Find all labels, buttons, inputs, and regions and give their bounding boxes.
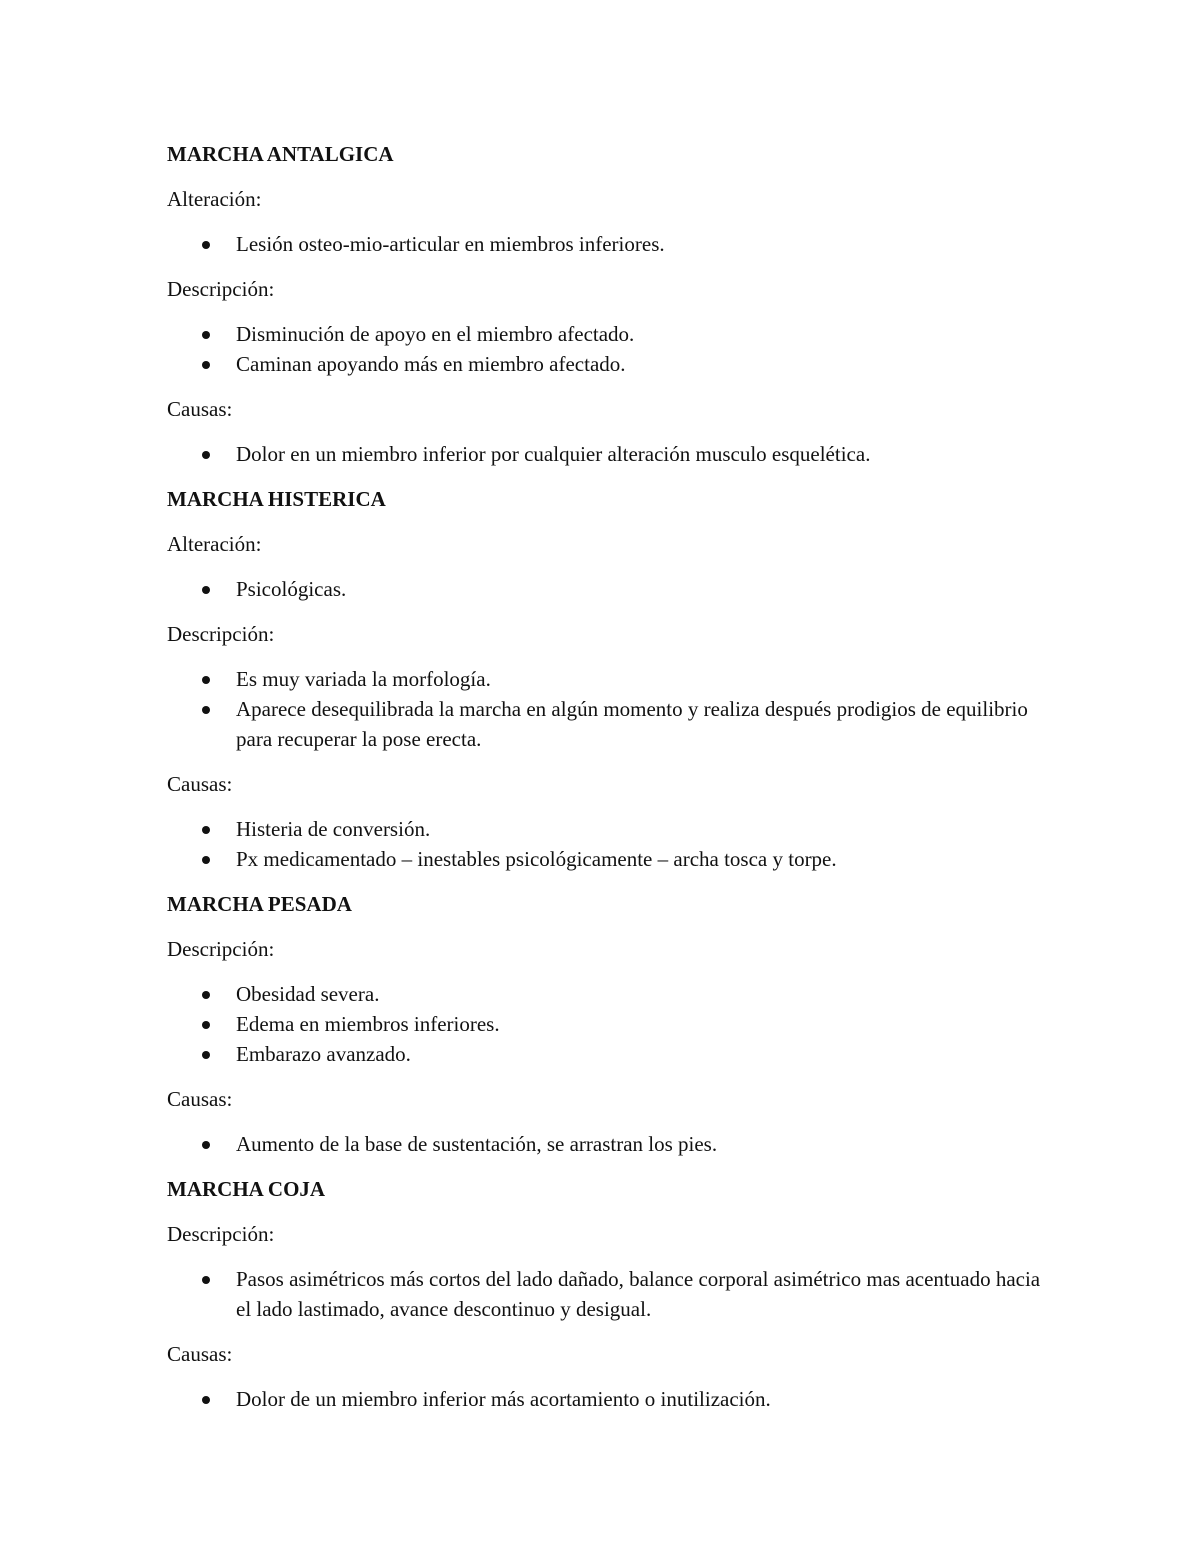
group-label: Causas: [167,772,233,796]
bullet-list [167,664,1047,754]
bullet-icon [202,586,210,594]
group-label: Descripción: [167,937,275,961]
group-label: Causas: [167,1342,233,1366]
list-item: Dolor de un miembro inferior más acortamiento o inutilización. [167,1384,1047,1414]
section-title: MARCHA COJA [167,1177,326,1201]
bullet-icon [202,451,210,459]
bullet-icon [202,331,210,339]
group-label: Descripción: [167,1222,275,1246]
list-item: Aumento de la base de sustentación, se arrastran los pies. [167,1129,1047,1159]
bullet-list [167,229,1047,259]
bullet-icon [202,1276,210,1284]
document-content [167,139,1047,1414]
bullet-list [167,979,1047,1069]
list-item: Px medicamentado – inestables psicológicamente – archa tosca y torpe. [167,844,1047,874]
bullet-icon [202,1051,210,1059]
list-item: Dolor en un miembro inferior por cualquier alteración musculo esquelética. [167,439,1047,469]
list-item: Es muy variada la morfología. [167,664,1047,694]
list-item: Aparece desequilibrada la marcha en algún momento y realiza después prodigios de equilibrio para recuperar la pose erecta. [167,694,1047,754]
list-item: Lesión osteo-mio-articular en miembros inferiores. [167,229,1047,259]
bullet-list [167,814,1047,874]
list-item: Histeria de conversión. [167,814,1047,844]
bullet-icon [202,706,210,714]
section-marcha-pesada [167,889,1047,1159]
bullet-icon [202,856,210,864]
list-item: Pasos asimétricos más cortos del lado dañado, balance corporal asimétrico mas acentuado hacia el lado lastimado, avance descontinuo y desigual. [167,1264,1047,1324]
section-title: MARCHA HISTERICA [167,487,386,511]
section-marcha-histerica [167,484,1047,874]
group-label: Descripción: [167,277,275,301]
list-item: Caminan apoyando más en miembro afectado. [167,349,1047,379]
bullet-icon [202,676,210,684]
bullet-list [167,574,1047,604]
section-title: MARCHA ANTALGICA [167,142,394,166]
list-item: Psicológicas. [167,574,1047,604]
list-item: Edema en miembros inferiores. [167,1009,1047,1039]
bullet-icon [202,1141,210,1149]
bullet-icon [202,826,210,834]
bullet-list [167,1129,1047,1159]
group-label: Alteración: [167,532,262,556]
bullet-list [167,439,1047,469]
bullet-list [167,1264,1047,1324]
list-item: Embarazo avanzado. [167,1039,1047,1069]
bullet-icon [202,1396,210,1404]
bullet-icon [202,241,210,249]
bullet-icon [202,1021,210,1029]
bullet-icon [202,361,210,369]
group-label: Alteración: [167,187,262,211]
section-marcha-coja [167,1174,1047,1414]
group-label: Causas: [167,1087,233,1111]
group-label: Causas: [167,397,233,421]
bullet-list [167,1384,1047,1414]
list-item: Obesidad severa. [167,979,1047,1009]
bullet-list [167,319,1047,379]
section-marcha-antalgica [167,139,1047,469]
bullet-icon [202,991,210,999]
group-label: Descripción: [167,622,275,646]
list-item: Disminución de apoyo en el miembro afectado. [167,319,1047,349]
section-title: MARCHA PESADA [167,892,352,916]
